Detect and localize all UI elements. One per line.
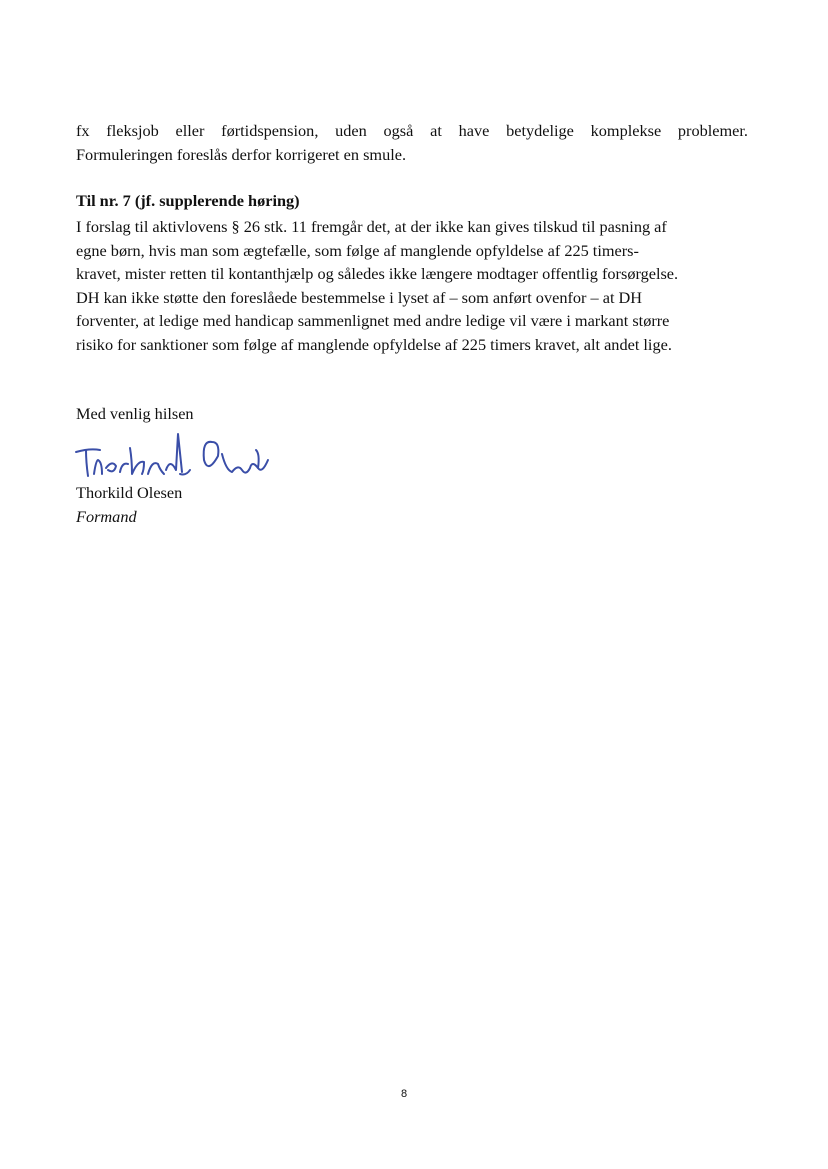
section-paragraph: [76, 215, 748, 356]
section-heading: Til nr. 7 (jf. supplerende høring): [76, 191, 300, 210]
signer-title: Formand: [76, 507, 137, 526]
paragraph-line: fx fleksjob eller førtidspension, uden også at have betydelige komplekse problemer.: [76, 121, 748, 140]
handwritten-signature: [72, 430, 272, 486]
paragraph-line: Formuleringen foreslås derfor korrigeret en smule.: [76, 144, 407, 164]
paragraph-line: risiko for sanktioner som følge af manglende opfyldelse af 225 timers kravet, alt andet lige.: [76, 334, 672, 354]
paragraph-line: I forslag til aktivlovens § 26 stk. 11 fremgår det, at der ikke kan gives tilskud til pasning af: [76, 217, 667, 236]
paragraph-line: kravet, mister retten til kontanthjælp og således ikke længere modtager offentlig forsørgelse.: [76, 264, 679, 283]
signer-name: Thorkild Olesen: [76, 483, 183, 502]
closing-greeting: Med venlig hilsen: [76, 404, 194, 423]
page-number: 8: [400, 1088, 408, 1100]
paragraph-line: forventer, at ledige med handicap sammenlignet med andre ledige vil være i markant større: [76, 311, 670, 330]
paragraph-line: DH kan ikke støtte den foreslåede bestemmelse i lyset af – som anført ovenfor – at DH: [76, 287, 643, 307]
paragraph-line: egne børn, hvis man som ægtefælle, som følge af manglende opfyldelse af 225 timers-: [76, 240, 639, 260]
paragraph-continuation: [76, 119, 748, 166]
